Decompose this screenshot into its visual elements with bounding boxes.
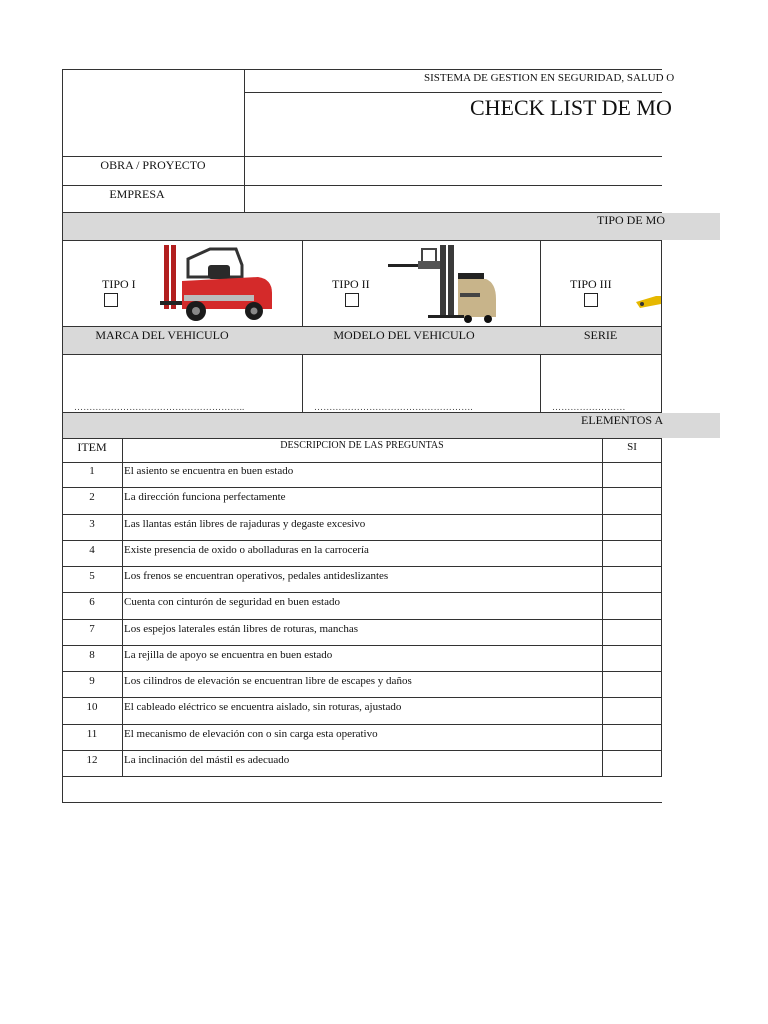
reach-truck-forklift-image: [388, 243, 498, 323]
tipo-ii-checkbox[interactable]: [345, 293, 359, 307]
company-logo-area: [63, 70, 244, 156]
document-title: CHECK LIST DE MO: [470, 95, 672, 120]
si-answer-cell[interactable]: [603, 567, 661, 592]
item-number: 12: [86, 753, 98, 766]
marca-dotted-line: ………………………………………………..: [74, 402, 245, 412]
item-number: 4: [89, 543, 95, 556]
tipo-i-checkbox[interactable]: [104, 293, 118, 307]
item-number: 11: [86, 727, 98, 740]
question-text: Los espejos laterales están libres de roturas, manchas: [124, 622, 358, 635]
si-answer-cell[interactable]: [603, 751, 661, 776]
col-desc-header: DESCRIPCION DE LAS PREGUNTAS: [280, 440, 444, 451]
col-si-header: SI: [627, 441, 637, 453]
item-number: 3: [89, 517, 95, 530]
question-text: Existe presencia de oxido o abolladuras en la carrocería: [124, 543, 369, 556]
line: [244, 92, 662, 93]
question-text: Cuenta con cinturón de seguridad en buen estado: [124, 596, 340, 609]
si-answer-cell[interactable]: [603, 515, 661, 540]
table-row: [62, 541, 662, 567]
item-number: 7: [89, 622, 95, 635]
si-answer-cell[interactable]: [603, 593, 661, 618]
checklist-table: [62, 438, 662, 777]
si-answer-cell[interactable]: [603, 646, 661, 671]
item-number: 1: [89, 465, 95, 477]
item-number: 6: [89, 596, 95, 609]
tipo-i-label: TIPO I: [102, 277, 136, 291]
tipo-ii-label: TIPO II: [332, 277, 370, 291]
question-text: La inclinación del mástil es adecuado: [124, 753, 290, 766]
question-text: El cableado eléctrico se encuentra aislado, sin roturas, ajustado: [124, 701, 402, 714]
question-text: El mecanismo de elevación con o sin carga esta operativo: [124, 727, 378, 740]
table-row: [62, 567, 662, 593]
table-row: [62, 515, 662, 541]
tipo-iii-label: TIPO III: [570, 277, 612, 291]
modelo-dotted-line: …………………………………………….: [314, 402, 473, 412]
si-answer-cell[interactable]: [603, 672, 661, 697]
table-row: [62, 593, 662, 619]
elementos-title: ELEMENTOS A: [581, 413, 664, 427]
item-number: 10: [86, 701, 98, 714]
obra-proyecto-label: OBRA / PROYECTO: [100, 158, 206, 172]
serie-label: SERIE: [583, 328, 618, 342]
table-row: [62, 488, 662, 514]
item-number: 5: [89, 570, 95, 582]
question-text: El asiento se encuentra en buen estado: [124, 465, 294, 477]
item-number: 9: [89, 675, 95, 687]
si-answer-cell[interactable]: [603, 541, 661, 566]
question-text: Las llantas están libres de rajaduras y degaste excesivo: [124, 517, 366, 530]
item-number: 8: [89, 648, 95, 661]
si-answer-cell[interactable]: [603, 488, 661, 513]
border-bottom: [62, 802, 662, 803]
col-item-header: ITEM: [77, 440, 107, 454]
question-text: La dirección funciona perfectamente: [124, 491, 286, 504]
pallet-jack-image: [632, 288, 661, 308]
modelo-label: MODELO DEL VEHICULO: [333, 328, 475, 342]
si-answer-cell[interactable]: [603, 462, 661, 487]
si-answer-cell[interactable]: [603, 698, 661, 723]
table-row: [62, 751, 662, 777]
table-row: [62, 462, 662, 488]
table-row: [62, 646, 662, 672]
empresa-label: EMPRESA: [109, 187, 165, 201]
empresa-field[interactable]: [245, 186, 661, 212]
question-text: Los frenos se encuentran operativos, pedales antideslizantes: [124, 570, 389, 582]
item-number: 2: [89, 491, 95, 504]
table-header-row: [62, 438, 662, 462]
marca-label: MARCA DEL VEHICULO: [95, 328, 229, 342]
si-answer-cell[interactable]: [603, 620, 661, 645]
serie-dotted-line: ……………………: [552, 402, 626, 412]
line: [62, 240, 662, 241]
system-title: SISTEMA DE GESTION EN SEGURIDAD, SALUD O: [424, 72, 675, 84]
table-row: [62, 698, 662, 724]
si-answer-cell[interactable]: [603, 725, 661, 750]
table-row: [62, 620, 662, 646]
row-line: [62, 776, 662, 777]
question-text: Los cilindros de elevación se encuentran libre de escapes y daños: [124, 675, 412, 687]
question-text: La rejilla de apoyo se encuentra en buen estado: [124, 648, 333, 661]
tipo-section-title: TIPO DE MO: [597, 213, 665, 227]
tipo-iii-checkbox[interactable]: [584, 293, 598, 307]
table-row: [62, 725, 662, 751]
obra-proyecto-field[interactable]: [245, 157, 661, 185]
table-row: [62, 672, 662, 698]
counterbalance-forklift-image: [158, 243, 274, 323]
